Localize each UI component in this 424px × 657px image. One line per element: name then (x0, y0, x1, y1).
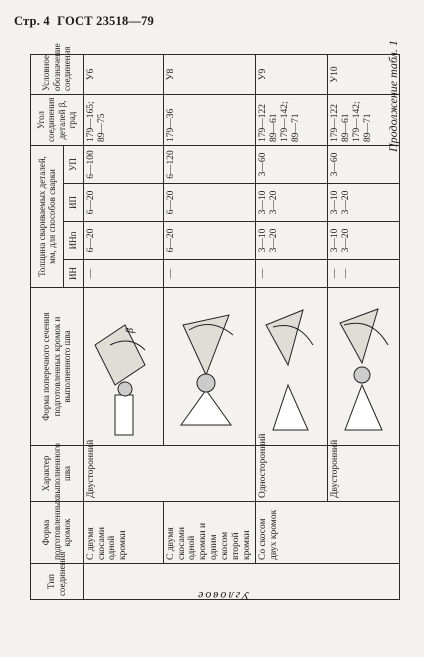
inp-line: 3—20 (268, 228, 279, 253)
weld-joints-table (30, 43, 400, 600)
ip-line: 3—10 (330, 190, 340, 215)
weld-char-cell: Двусторонний (328, 446, 400, 502)
in-line: — (340, 268, 351, 279)
sub-inp: ИНп (63, 222, 83, 260)
plate-right (183, 315, 229, 375)
plate-left (345, 385, 382, 430)
edge-form-cell: Со скосом двух кромок (256, 502, 400, 564)
in-cell: — (163, 260, 255, 288)
plate-right (95, 325, 145, 385)
weld-section-sketch (85, 289, 161, 445)
ip-line: 3—10 (258, 190, 268, 215)
plate-left (273, 385, 308, 430)
in-cell: — (256, 260, 328, 288)
angle-line: 179—142; (351, 101, 362, 142)
table-row (83, 55, 163, 600)
rotated-table (30, 43, 400, 600)
up-cell: 3—60 (256, 146, 328, 184)
col-joint-type: Тип соединения (31, 564, 84, 600)
ip-cell (256, 184, 328, 222)
designation-cell: У10 (328, 55, 400, 95)
sub-ip: ИП (63, 184, 83, 222)
inp-cell (328, 222, 400, 260)
in-cell: — (83, 260, 163, 288)
inp-cell: 6—20 (83, 222, 163, 260)
header-row (31, 55, 64, 600)
inp-line: 3—20 (340, 228, 351, 253)
angle-cell (163, 95, 255, 146)
angle-line: 89—71 (362, 113, 373, 142)
joint-type-label: Угловое (196, 589, 250, 603)
angle-line: 89—61 (268, 113, 279, 142)
ip-line: 3—20 (268, 190, 279, 215)
col-weld-char: Характер выполненного шва (31, 446, 84, 502)
edge-form-cell: С двумя скосами одной кромки и одним скосом второй кромки (163, 502, 255, 564)
in-line: — (330, 268, 340, 279)
col-thickness-group: Толщина свариваемых деталей, мм, для способов сварки (31, 146, 64, 288)
plate-right (266, 310, 303, 365)
inp-line: 3—10 (258, 228, 268, 253)
up-cell: 3—60 (328, 146, 400, 184)
inp-line: 3—10 (330, 228, 340, 253)
angle-line: 179—165; (85, 101, 96, 142)
plate-right (340, 309, 378, 363)
designation-cell: У9 (256, 55, 328, 95)
weld-char-cell: Двусторонний (83, 446, 255, 502)
table-row (163, 55, 255, 600)
table-row (256, 55, 328, 600)
ip-cell (328, 184, 400, 222)
angle-cell (256, 95, 328, 146)
edge-form-cell: С двумя скосами одной кромки (83, 502, 163, 564)
angle-line: 179—36 (165, 108, 176, 142)
section-sketch-cell (256, 288, 328, 446)
plate-left (181, 390, 231, 425)
ip-cell: 6—20 (83, 184, 163, 222)
weld-section-sketch (171, 289, 247, 445)
angle-line: 89—61 (340, 113, 351, 142)
inp-cell: 6—20 (163, 222, 255, 260)
weld-bead (197, 374, 215, 392)
weld-bead (118, 382, 132, 396)
sub-in: ИН (63, 260, 83, 288)
angle-cell (83, 95, 163, 146)
angle-line: 89—71 (290, 113, 301, 142)
sub-up: УП (63, 146, 83, 184)
continuation-title: Продолжение табл. 1 (386, 40, 400, 152)
inp-cell (256, 222, 328, 260)
beta-label: β (125, 328, 137, 333)
col-designation: Условное обозначение соединения (31, 55, 84, 95)
angle-line: 179—142; (279, 101, 290, 142)
col-angle: Угол соединения деталей β, град (31, 95, 84, 146)
up-cell: 6—120 (163, 146, 255, 184)
designation-cell: У8 (163, 55, 255, 95)
section-sketch-cell (328, 288, 400, 446)
section-sketch-cell (163, 288, 255, 446)
plate-left (115, 395, 133, 435)
designation-cell: У6 (83, 55, 163, 95)
angle-line: 179—122 (330, 104, 340, 142)
page-number: Стр. 4 (14, 14, 50, 28)
page-header (14, 14, 158, 29)
ip-line: 3—20 (340, 190, 351, 215)
in-cell (328, 260, 400, 288)
weld-section-sketch (258, 289, 326, 445)
standard-number: ГОСТ 23518—79 (57, 14, 154, 28)
col-section: Форма поперечного сечения подготовленных кромок и выполненного шва (31, 288, 84, 446)
ip-cell: 6—20 (163, 184, 255, 222)
weld-section-sketch (330, 289, 398, 445)
weld-char-cell: Односторонний (256, 446, 328, 502)
up-cell: 6—100 (83, 146, 163, 184)
section-sketch-cell (83, 288, 163, 446)
angle-line: 179—122 (258, 104, 268, 142)
col-edge-form: Форма подготовленных кромок (31, 502, 84, 564)
angle-line: 89—75 (96, 113, 107, 142)
angle-cell (328, 95, 400, 146)
weld-bead (354, 367, 370, 383)
